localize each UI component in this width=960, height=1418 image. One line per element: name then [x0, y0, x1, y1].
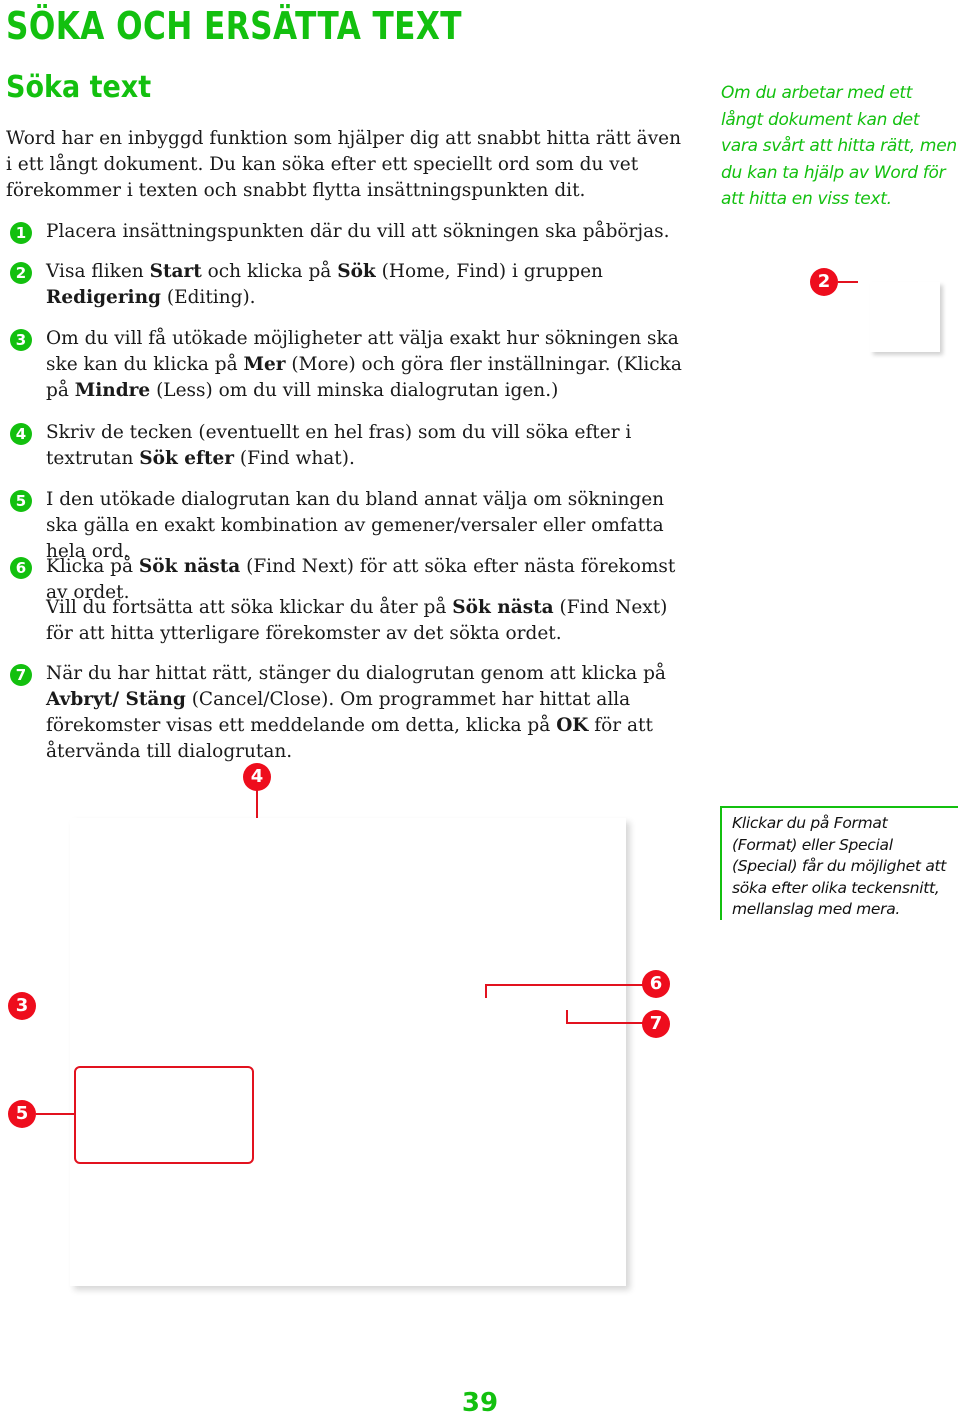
callout-5: 5	[8, 1100, 36, 1128]
callout-3: 3	[8, 992, 36, 1020]
step-text: Om du vill få utökade möjligheter att välja exakt hur sökningen ska ske kan du klicka på Mer (More) och göra fler inställningar. (Klicka på Mindre (Less) om du vill minska dialogrutan igen.)	[46, 328, 682, 401]
step-text: Klicka på Sök nästa (Find Next) för att söka efter nästa förekomst av ordet.	[46, 556, 676, 603]
step-number: 5	[10, 490, 32, 512]
step-text: Placera insättningspunkten där du vill att sökningen ska påbörjas.	[46, 221, 670, 242]
callout-leader-line	[838, 281, 858, 283]
step-text: Visa fliken Start och klicka på Sök (Home, Find) i gruppen Redigering (Editing).	[46, 261, 603, 308]
step-number: 6	[10, 557, 32, 579]
step-number: 4	[10, 423, 32, 445]
callout-leader-line	[36, 1113, 74, 1115]
callout-leader-line	[485, 984, 643, 986]
callout-leader-line	[566, 1010, 568, 1022]
callout-4: 4	[243, 763, 271, 791]
search-options-highlight	[74, 1066, 254, 1164]
sidebar-note: Om du arbetar med ett långt dokument kan det vara svårt att hitta rätt, men du kan ta hjälp av Word för att hitta en viss text.	[721, 83, 957, 209]
callout-7: 7	[642, 1010, 670, 1038]
page-number: 39	[461, 1388, 499, 1418]
step-number: 3	[10, 329, 32, 351]
tip-text: Klickar du på Format (Format) eller Special (Special) får du möjlighet att söka efter olika teckensnitt, mellanslag med mera.	[732, 814, 947, 918]
step-number: 2	[10, 262, 32, 284]
step-number: 1	[10, 222, 32, 244]
callout-6: 6	[642, 970, 670, 998]
step-text: Skriv de tecken (eventuellt en hel fras) som du vill söka efter i textrutan Sök efter (Find what).	[46, 422, 632, 469]
step-text: När du har hittat rätt, stänger du dialogrutan genom att klicka på Avbryt/ Stäng (Cancel/Close). Om programmet har hittat alla förekomster visas ett meddelande om detta, klicka på OK för att återvända till dialogrutan.	[46, 663, 666, 762]
step-number: 7	[10, 664, 32, 686]
find-dialog-screenshot	[70, 818, 626, 1286]
section-title: Söka text	[6, 70, 152, 105]
callout-leader-line	[566, 1022, 643, 1024]
callout-leader-line	[485, 984, 487, 998]
tip-box	[720, 806, 958, 920]
intro-paragraph: Word har en inbyggd funktion som hjälper dig att snabbt hitta rätt även i ett långt dokument. Du kan söka efter ett speciellt ord som du vet förekommer i texten och snabbt flytta insättningspunkten dit.	[6, 128, 682, 201]
step-text: I den utökade dialogrutan kan du bland annat välja om sökningen ska gälla en exakt kombination av gemener/versaler eller omfatta hela ord.	[46, 489, 665, 562]
step-continuation-text: Vill du fortsätta att söka klickar du åter på Sök nästa (Find Next) för att hitta ytterligare förekomster av det sökta ordet.	[46, 597, 668, 644]
ribbon-screenshot-fragment	[870, 282, 940, 352]
callout-2: 2	[810, 268, 838, 296]
chapter-title: SÖKA OCH ERSÄTTA TEXT	[6, 4, 462, 48]
